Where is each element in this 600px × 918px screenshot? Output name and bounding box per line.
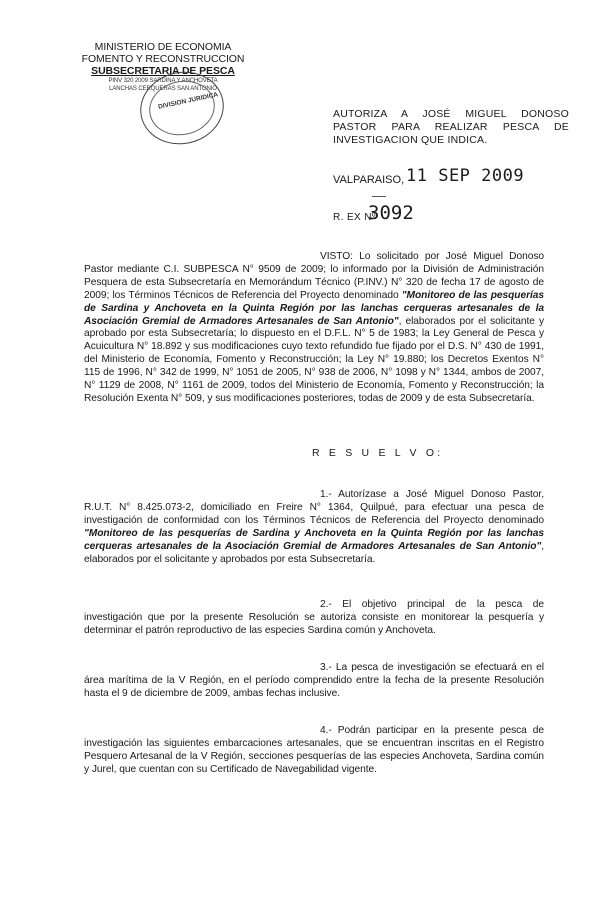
divider-dash — [372, 196, 386, 197]
ministry-division: FOMENTO Y RECONSTRUCCION — [81, 53, 245, 65]
visto-text-part1: VISTO: Lo solicitado por José Miguel Donoso Pastor mediante C.I. SUBPESCA N° 9509 de 2009; lo informado por la División de Administración Pesquera de esta Subsecretaría en Memorándum Técnico (P.INV.) N° 320 de fecha 17 de agosto de 2009; los Términos Técnicos de Referencia del Proyecto denominado — [84, 251, 544, 301]
visto-text-part2: , elaborados por el solicitante y aprobado por esta Subsecretaría; lo dispuesto en el D.F.L. N° 5 de 1983; la Ley General de Pesca y Acuicultura N° 18.892 y sus modificaciones cuyo texto refundido fue fijado por el D.S. N° 430 de 1991, del Ministerio de Economía, Fomento y Reconstrucción; la Ley N° 19.880; los Decretos Exentos N° 115 de 1996, N° 342 de 1999, N° 1051 de 2005, N° 938 de 2006, N° 1098 y N° 1344, ambos de 2007, N° 1129 de 2008, N° 1161 de 2009, todos del Ministerio de Economía, Fomento y Reconstrucción; la Resolución Exenta N° 509, y sus modificaciones posteriores, todas de 2009 y de esta Subsecretaría. — [84, 315, 544, 404]
resolution-subject: AUTORIZA A JOSÉ MIGUEL DONOSO PASTOR PARA REALIZAR PESCA DE INVESTIGACION QUE INDICA. — [333, 108, 569, 146]
article-4: 4.- Podrán participar en la presente pesca de investigación las siguientes embarcaciones artesanales, que se encuentran inscritas en el Registro Pesquero Artesanal de la V Región, secciones pesquerías de las especies Anchoveta, Sardina común y Jurel, que cuentan con su Certificado de Navegabilidad vigente. — [84, 725, 544, 775]
article-3: 3.- La pesca de investigación se efectuará en el área marítima de la V Región, en el período comprendido entre la fecha de la presente Resolución hasta el 9 de diciembre de 2009, ambas fechas inclusive. — [84, 662, 544, 699]
article-1-text-part2: , elaborados por el solicitante y aprobados por esta Subsecretaría. — [84, 540, 544, 565]
resolution-number-label: R. EX Nº — [333, 212, 376, 223]
resolution-number: 3092 — [368, 202, 414, 224]
stamp-text: DIVISION JURIDICA — [157, 91, 219, 111]
stamp-inner-ring — [144, 75, 220, 142]
article-2: 2.- El objetivo principal de la pesca de investigación que por la presente Resolución se autoriza consiste en monitorear la pesquería y determinar el patrón reproductivo de las especies Sardina común y Anchoveta. — [84, 599, 544, 636]
article-1 — [84, 489, 544, 566]
visto-paragraph — [84, 251, 544, 406]
file-reference-line2: LANCHAS CERQUERAS SAN ANTONIO — [109, 86, 217, 92]
article-1-project-title: "Monitoreo de las pesquerías de Sardina y Anchoveta en la Quinta Región por las lanchas cerqueras artesanales de la Asociación Gremial de Armadores Artesanales de San Antonio" — [84, 527, 544, 552]
subsecretaria-name: SUBSECRETARIA DE PESCA — [91, 65, 235, 77]
place-label: VALPARAISO, — [333, 174, 405, 186]
resuelvo-heading: R E S U E L V O: — [312, 447, 444, 459]
ministry-name: MINISTERIO DE ECONOMIA — [94, 41, 232, 53]
file-reference-line1: PINV 320 2009 SARDINA Y ANCHOVETA — [108, 78, 218, 84]
visto-project-title: "Monitoreo de las pesquerías de Sardina y Anchoveta en la Quinta Región por las lanchas cerqueras artesanales de la Asociación Gremial de Armadores Artesanales de San Antonio" — [84, 289, 545, 327]
date-stamp: 11 SEP 2009 — [406, 166, 525, 186]
article-1-text-part1: 1.- Autorízase a José Miguel Donoso Pastor, R.U.T. N° 8.425.073-2, domiciliado en Freire N° 1364, Quilpué, para efectuar una pesca de investigación de conformidad con los Términos Técnicos de Referencia del Proyecto denominado — [84, 489, 544, 526]
